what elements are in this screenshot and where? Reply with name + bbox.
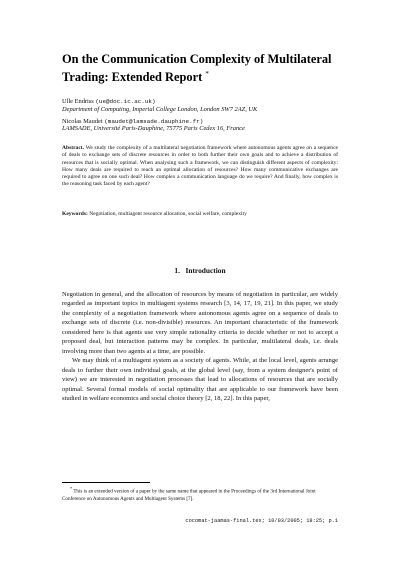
author-name: Nicolas Maudet [62,117,103,125]
keywords-text: Negotiation, multiagent resource allocation, social welfare, complexity [89,211,247,217]
footnote-mark: * [70,486,73,491]
author-entry [62,118,352,133]
author-affiliation: Department of Computing, Imperial College London, London SW7 2AZ, UK [62,105,258,113]
paragraph: Negotiation in general, and the allocation of resources by means of negotiation in particular, are widely regarded as important topics in multiagent systems research [3, 14, 17, 19, 21]. In this paper, we study the complexity of a negotiation framework where autonomous agents agree on a sequence of deals to exchange sets of discrete (i.e. non-divisible) resources. An important characteristic of the framework considered here is that agents use very simple rationality criteria to decide whether or not to accept a proposed deal, but interaction patterns may be complex. In particular, multilateral deals, i.e. deals involving more than two agents at a time, are possible. [62,291,338,355]
title-text: On the Communication Complexity of Multilateral Trading: Extended Report [62,52,332,85]
footnote [62,486,338,503]
author-name: Ulle Endriss [62,98,94,105]
author-affiliation: LAMSADE, Université Paris-Dauphine, 75775 Paris Cedex 16, France [62,125,245,133]
abstract-text: We study the complexity of a multilateral negotiation framework where autonomous agents agree on a sequence of deals to exchange sets of discrete resources in order to both further their own goals and to achieve a distribution of resources that is socially optimal. When analysing such a framework, we can distinguish different aspects of complexity: How many deals are required to reach an optimal allocation of resources? How many communicative exchanges are required to agree on one such deal? How complex a communication language do we require? And finally, how complex is the reasoning task faced by each agent? [62,145,338,188]
footnote-divider [62,482,150,483]
abstract [62,145,338,189]
body-text [62,290,338,403]
section-heading [0,266,400,275]
author-list [62,98,352,137]
paper-title [62,52,352,85]
author-entry [62,98,352,113]
abstract-label: Abstract. [62,145,85,151]
section-title-text: Introduction [185,266,226,275]
section-number: 1. [174,266,180,275]
running-footer: cocomat-jaamas-final.tex; 10/03/2005; 18:25; p.1 [185,518,338,524]
title-footnote-mark: * [205,70,209,78]
footnote-text: This is an extended version of a paper by the same name that appeared in the Proceedings of the 3rd International Joint Conference on Autonomous Agents and Multiagent Systems [7]. [62,488,316,502]
paragraph: We may think of a multiagent system as a society of agents. While, at the local level, agents arrange deals to further their own individual goals, at the global level (say, from a system designer's point of view) we are interested in negotiation processes that lead to allocations of resources that are socially optimal. Several formal models of social optimality that are applicable to our framework have been studied in welfare economics and social choice theory [2, 18, 22]. In this paper, [62,357,338,402]
author-email: (maudet@lamsade.dauphine.fr) [104,117,204,125]
keywords-label: Keywords: [62,211,88,217]
keywords [62,211,338,218]
author-email: (ue@doc.ic.ac.uk) [95,98,156,105]
